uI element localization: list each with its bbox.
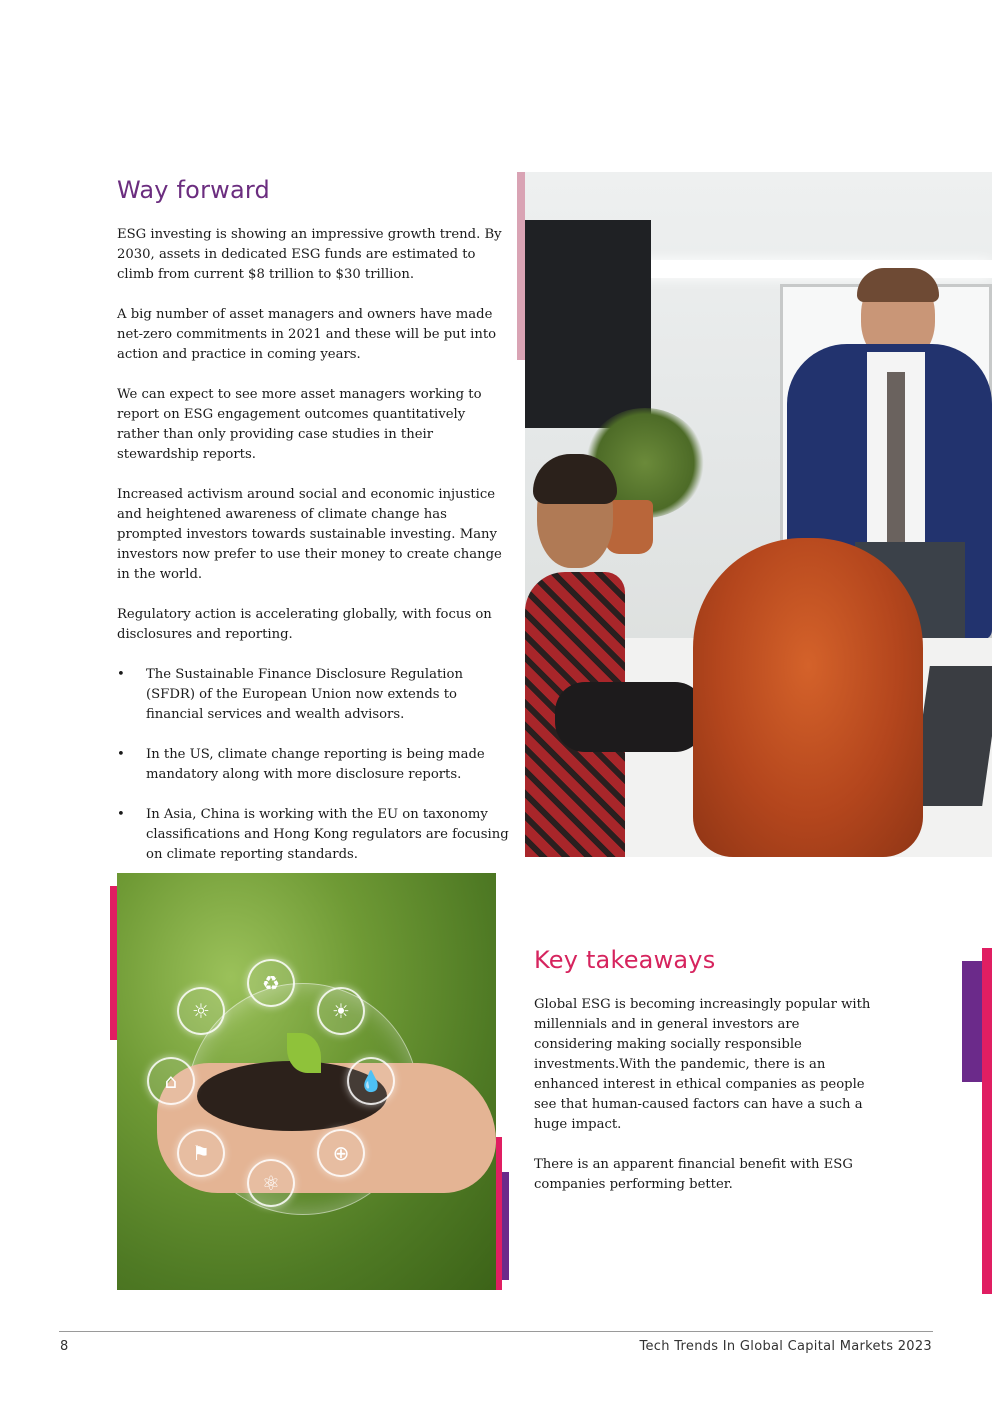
accent-bar-purple (962, 961, 982, 1082)
paragraph: There is an apparent financial benefit with ESG companies performing better. (534, 1157, 853, 1192)
paragraph: Global ESG is becoming increasingly popular with millennials and in general investors are considering making socially responsible investments.With the pandemic, there is an enhanced interest in ethical companies as people see that human-caused factors can have a such a huge impact. (534, 997, 871, 1132)
page-number: 8 (60, 1339, 69, 1354)
section-heading-key-takeaways: Key takeaways (534, 946, 716, 974)
list-item-text: The Sustainable Finance Disclosure Regulation (SFDR) of the European Union now extends to financial services and wealth advisors. (146, 667, 463, 722)
woman-hair (693, 538, 923, 857)
document-title: Tech Trends In Global Capital Markets 2023 (639, 1339, 932, 1354)
bullet-icon: • (117, 667, 125, 682)
paragraph: Increased activism around social and economic injustice and heightened awareness of climate change has prompted investors towards sustainable investing. Many investors now prefer to use their money to create change in the world. (117, 487, 502, 582)
photo-meeting-office (525, 172, 992, 857)
paragraph: We can expect to see more asset managers working to report on ESG engagement outcomes quantitatively rather than only providing case studies in their stewardship reports. (117, 387, 482, 462)
section-heading-way-forward: Way forward (117, 176, 270, 204)
wind-turbine-icon: ⚑ (177, 1129, 225, 1177)
list-item-text: In Asia, China is working with the EU on taxonomy classifications and Hong Kong regulators are focusing on climate reporting standards. (146, 807, 509, 862)
paragraph: Regulatory action is accelerating globally, with focus on disclosures and reporting. (117, 607, 492, 642)
bullet-icon: • (117, 747, 125, 762)
accent-bar-purple (502, 1172, 509, 1280)
tv-screen (525, 220, 651, 428)
atom-icon: ⚛ (247, 1159, 295, 1207)
list-item (117, 745, 509, 785)
presenter-tie (887, 372, 905, 552)
water-drop-icon: 💧 (347, 1057, 395, 1105)
accent-bar-pink (110, 886, 117, 1040)
regulation-bullet-list (117, 665, 509, 865)
accent-bar-pink (982, 948, 992, 1294)
list-item-text: In the US, climate change reporting is being made mandatory along with more disclosure reports. (146, 747, 485, 782)
presenter-hair (857, 268, 939, 302)
recycle-icon: ♻ (247, 959, 295, 1007)
paragraph: ESG investing is showing an impressive growth trend. By 2030, assets in dedicated ESG funds are estimated to climb from current $8 trillion to $30 trillion. (117, 227, 502, 282)
man-black-sleeve (555, 682, 705, 752)
key-takeaways-body (534, 995, 879, 1215)
list-item (117, 805, 509, 865)
sun-icon: ☀ (317, 987, 365, 1035)
paragraph: A big number of asset managers and owners have made net-zero commitments in 2021 and these will be put into action and practice in coming years. (117, 307, 497, 362)
list-item (117, 665, 509, 725)
footer-divider (59, 1331, 933, 1332)
lightbulb-icon: ☼ (177, 987, 225, 1035)
photo-hands-plant-esg-icons (117, 873, 496, 1290)
ceiling-light (610, 260, 992, 278)
accent-bar-rose (517, 172, 525, 360)
globe-icon: ⊕ (317, 1129, 365, 1177)
way-forward-body (117, 225, 509, 885)
bullet-icon: • (117, 807, 125, 822)
house-icon: ⌂ (147, 1057, 195, 1105)
